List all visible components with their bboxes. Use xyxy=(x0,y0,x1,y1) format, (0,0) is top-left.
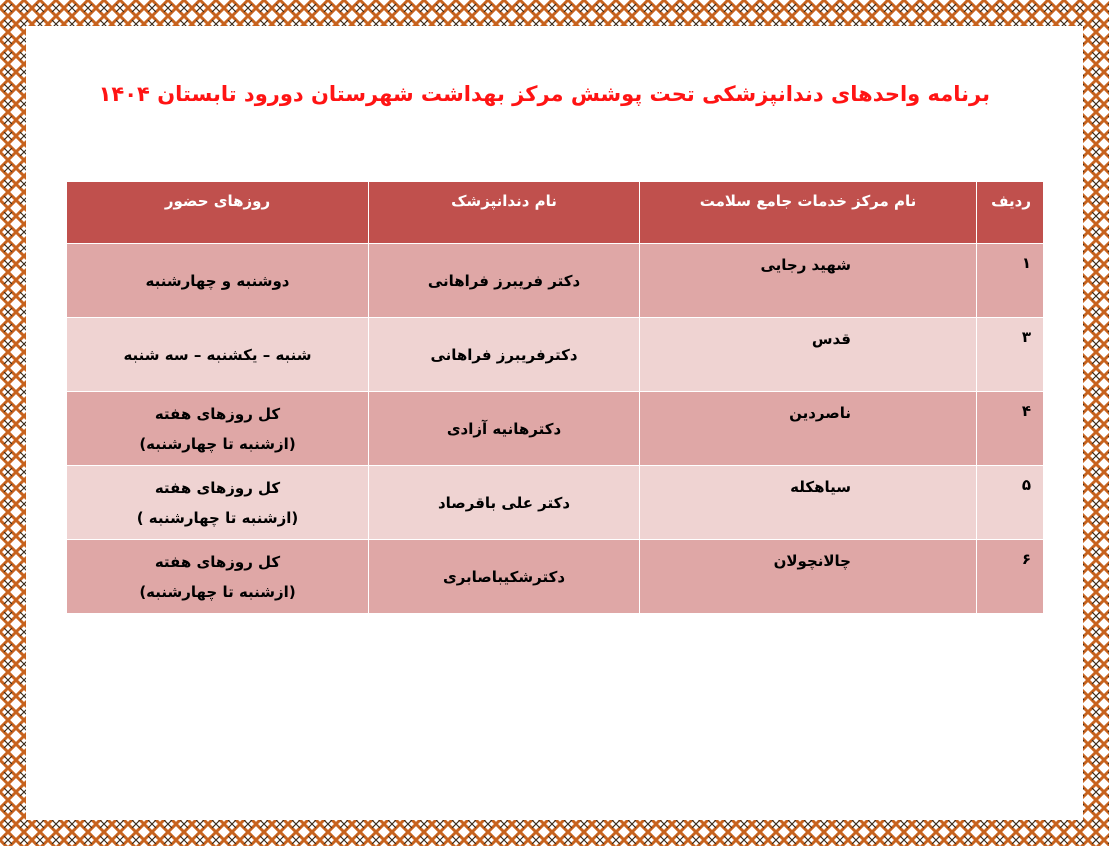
row-index: ۶ xyxy=(977,540,1044,614)
row-index: ۱ xyxy=(977,244,1044,318)
row-center: شهید رجایی xyxy=(640,244,977,318)
table-row xyxy=(67,540,1044,614)
page-title: برنامه واحدهای دندانپزشکی تحت پوشش مرکز بهداشت شهرستان دورود تابستان ۱۴۰۴ xyxy=(98,82,990,106)
row-dentist: دکتر فریبرز فراهانی xyxy=(369,244,640,318)
table-header-row xyxy=(67,182,1044,244)
days-line: کل روزهای هفته xyxy=(154,552,281,571)
row-center: چالانچولان xyxy=(640,540,977,614)
table-row xyxy=(67,244,1044,318)
row-days xyxy=(67,244,369,318)
row-days xyxy=(67,466,369,540)
row-index: ۵ xyxy=(977,466,1044,540)
table-row xyxy=(67,466,1044,540)
days-line: کل روزهای هفته xyxy=(154,404,281,423)
row-index: ۳ xyxy=(977,318,1044,392)
header-index: ردیف xyxy=(977,182,1044,244)
row-days xyxy=(67,392,369,466)
row-dentist: دکترشکیباصابری xyxy=(369,540,640,614)
row-dentist: دکتر علی باقرصاد xyxy=(369,466,640,540)
days-line-secondary: (ازشنبه تا چهارشنبه) xyxy=(139,582,296,601)
row-dentist: دکترهانیه آزادی xyxy=(369,392,640,466)
table-row xyxy=(67,392,1044,466)
header-dentist: نام دندانپزشک xyxy=(369,182,640,244)
row-index: ۴ xyxy=(977,392,1044,466)
row-days xyxy=(67,318,369,392)
dental-schedule-table xyxy=(66,181,1044,614)
table-row xyxy=(67,318,1044,392)
days-line: دوشنبه و چهارشنبه xyxy=(145,271,290,290)
row-center: سیاهکله xyxy=(640,466,977,540)
header-center: نام مرکز خدمات جامع سلامت xyxy=(640,182,977,244)
days-line-secondary: (ازشنبه تا چهارشنبه ) xyxy=(136,508,299,527)
days-line: شنبه – یکشنبه – سه شنبه xyxy=(123,345,312,364)
header-days: روزهای حضور xyxy=(67,182,369,244)
days-line: کل روزهای هفته xyxy=(154,478,281,497)
row-center: قدس xyxy=(640,318,977,392)
row-dentist: دکترفریبرز فراهانی xyxy=(369,318,640,392)
days-line-secondary: (ازشنبه تا چهارشنبه) xyxy=(139,434,296,453)
row-center: ناصردین xyxy=(640,392,977,466)
row-days xyxy=(67,540,369,614)
